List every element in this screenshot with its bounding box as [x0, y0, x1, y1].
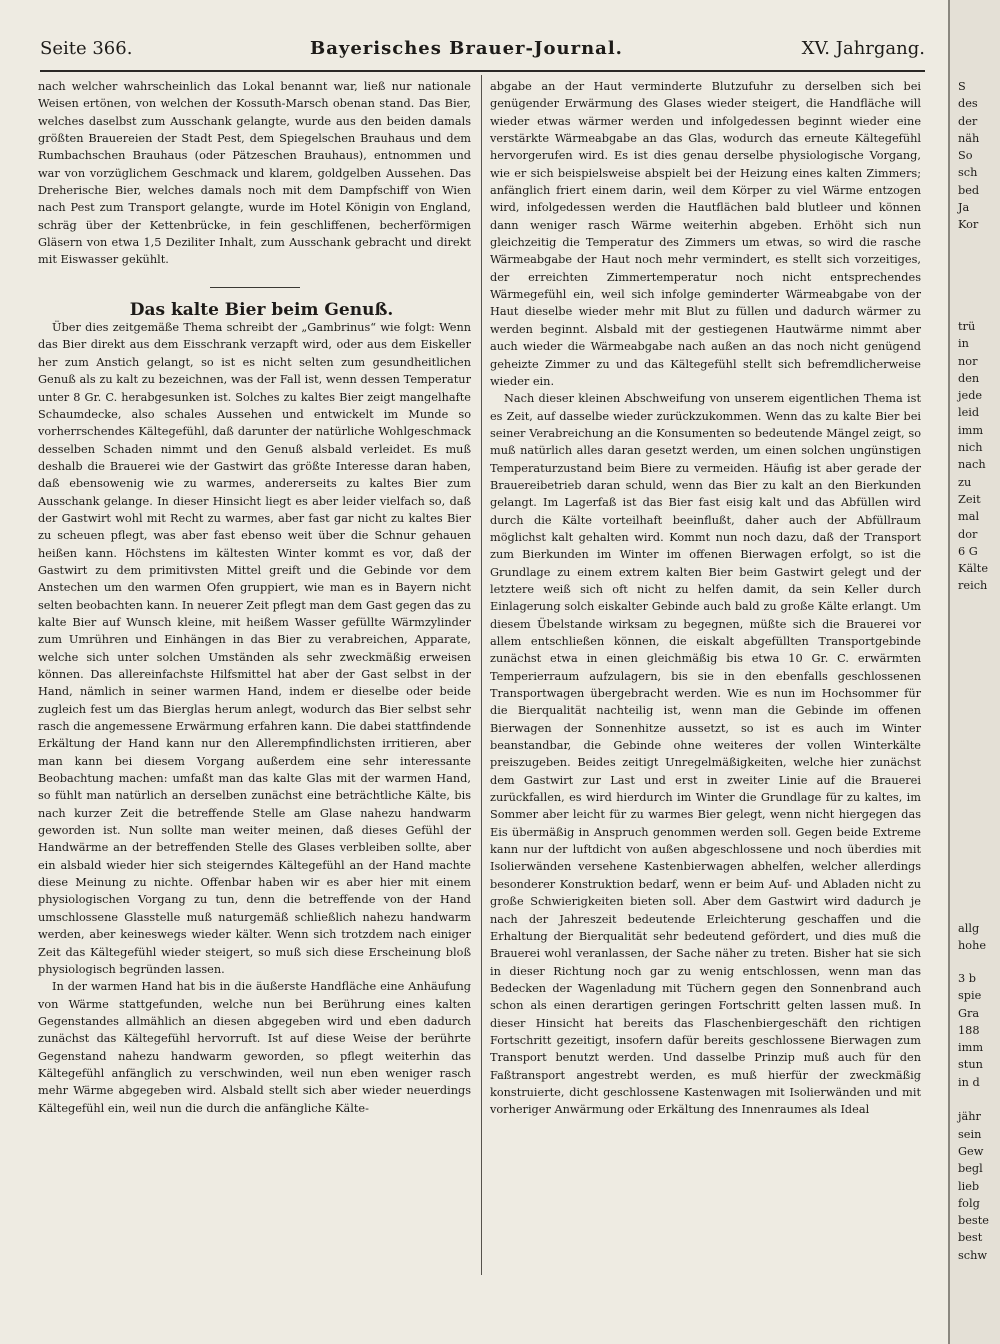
intro-paragraph: nach welcher wahrscheinlich das Lokal benannt war, ließ nur nationale Weisen ertönen, von welchen der Kossuth-Marsch obenan stand. Das Bier, welches daselbst zum Ausschank gelangte, wurde aus den beiden damals größten Brauereien der Stadt Pest, dem Spiegelschen Brauhaus und dem Rumbachschen Brauhaus (oder Pätzeschen Brauhaus), entnommen und war von vorzüglichem Geschmack und klarem, goldgelben Aussehen. Das Dreherische Bier, welches damals noch mit dem Dampfschiff von Wien nach Pest zum Transport gelangte, wurde im Hotel Königin von England, schräg über der Kettenbrücke, in fein geschliffenen, becherförmigen Gläsern von etwa 1,5 Deziliter Inhalt, zum Ausschank gebracht und direkt mit Eiswasser gekühlt.: [38, 80, 471, 267]
adjacent-page-edge: [948, 0, 1000, 1344]
article-paragraph: Nach dieser kleinen Abschweifung von unserem eigentlichen Thema ist es Zeit, auf dasselbe wieder zurückzukommen. Wenn das zu kalte Bier bei seiner Verabreichung an die Konsumenten so bedeutende Mängel zeigt, so muß natürlich alles daran gesetzt werden, um einen solchen ungünstigen Temperaturzustand beim Biere zu vermeiden. Häufig ist aber gerade der Brauereibetrieb daran schuld, wenn das Bier zu kalt an den Bierkunden gelangt. Im Lagerfaß ist das Bier fast eisig kalt und das Abfüllen wird durch die Kälte vorteilhaft beeinflußt, daher auch der Abfüllraum möglichst kalt gehalten wird. Kommt nun noch dazu, daß der Transport zum Bierkunden im Winter im offenen Bierwagen erfolgt, so ist die Grundlage zu einem extrem kalten Bier beim Gastwirt gelegt und der letztere weiß sich oft nicht zu helfen damit, da sein Keller durch Einlagerung solch eiskalter Gebinde auch bald zu große Kälte erlangt. Um diesem Übelstande wirksam zu begegnen, müßte sich die Brauerei vor allem entschließen können, die eiskalt abgefüllten Transportgebinde zunächst etwa in einen gleichmäßig bis etwa 10 Gr. C. erwärmten Temperierraum aufzulagern, bis sie in den ebenfalls geschlossenen Transportwagen übergebracht werden. Wie es nun im Hochsommer für die Bierqualität nachteilig ist, wenn man die Gebinde im offenen Bierwagen der Sonnenhitze aussetzt, so ist es auch im Winter beanstandbar, die Gebinde ohne weiteres der vollen Winterkälte preiszugeben. Beides zeitigt Unregelmäßigkeiten, welche hier zunächst dem Gastwirt zur Last und erst in zweiter Linie auf die Brauerei zurückfallen, es wird hierdurch im Winter die Grundlage für zu kaltes, im Sommer aber leicht für zu warmes Bier gelegt, wenn nicht hiergegen das Eis übermäßig in Anspruch genommen werden soll. Gegen beide Extreme kann nur der luftdicht von außen abgeschlossene und noch überdies mit Isolierwänden versehene Kastenbierwagen abhelfen, welcher allerdings besonderer Konstruktion bedarf, wenn er beim Auf- und Abladen nicht zu große Schwierigkeiten bieten soll. Aber dem Gastwirt wird dadurch je nach der Jahreszeit bedeutende Erleichterung geschaffen und die Erhaltung der Bierqualität sehr bedeutend gefördert, und dies muß die Brauerei wohl veranlassen, der Sache näher zu treten. Bisher hat sie sich in dieser Richtung noch gar zu wenig entschlossen, wenn man das Bedecken der Wagenladung mit Tüchern gegen den Sonnenbrand auch schon als einen derartigen geringen Fortschritt gelten lassen muß. In dieser Hinsicht hat bereits das Flaschenbiergeschäft den richtigen Fortschritt gezeitigt, insofern dafür bereits geschlossene Bierwagen zum Transport benutzt werden. Und dasselbe Prinzip muß auch für den Faßtransport angestrebt werden, es muß hierfür der zweckmäßig konstruierte, dicht geschlossene Kastenwagen mit Isolierwänden und mit vorheriger Anwärmung oder Erkältung des Innenraumes als Ideal: [490, 392, 921, 1117]
adjacent-text-fragment: 3 b spie Gra 188 imm stun in d jähr sein Gew begl lieb folg beste best schw: [958, 972, 989, 1262]
article-paragraph: abgabe an der Haut verminderte Blutzufuhr zu derselben sich bei genügender Erwärmung des Glases wieder steigert, die Handfläche will wieder etwas wärmer werden und infolgedessen beginnt wieder eine verstärkte Wärmeabgabe an das Glas, wodurch das erneute Kältegefühl hervorgerufen wird. Es ist dies genau derselbe physiologische Vorgang, wie er sich beispielsweise abspielt bei der Heizung eines kalten Zimmers; anfänglich friert einem darin, weil dem Körper zu viel Wärme entzogen wird, infolgedessen werden die Hautflächen bald blutleer und können dann weniger rasch Wärme weiterhin abgeben. Erhöht sich nun gleichzeitig die Temperatur des Zimmers um etwas, so wird die rasche Wärmeabgabe der Haut noch mehr vermindert, es stellt sich vorzeitiges, der erreichten Zimmertemperatur noch nicht entsprechendes Wärmegefühl ein, weil sich infolge geminderter Wärmeabgabe von der Haut dieselbe wieder mehr mit Blut zu füllen und dadurch wärmer zu werden beginnt. Alsbald mit der gestiegenen Hautwärme nimmt aber auch wieder die Wärmeabgabe nach außen an das noch nicht genügend geheizte Zimmer zu und das Kältegefühl stellt sich befremdlicherweise wieder ein.: [490, 80, 921, 388]
right-column: [490, 78, 921, 1119]
article-title: Das kalte Bier beim Genuß.: [129, 299, 394, 320]
article-paragraph: Über dies zeitgemäße Thema schreibt der „Gambrinus“ wie folgt: Wenn das Bier direkt aus dem Eisschrank verzapft wird, oder aus dem Eiskeller her zum Anstich gelangt, so ist es nicht selten zum gesundheitlichen Genuß als zu kalt zu bezeichnen, was der Fall ist, wenn dessen Temperatur unter 8 Gr. C. herabgesunken ist. Solches zu kaltes Bier zeigt mangelhafte Schaumdecke, also schales Aussehen und entwickelt im Munde so vorherrschendes Kältegefühl, daß darunter der natürliche Wohlgeschmack desselben Schaden nimmt und den Genuß alsbald verleidet. Es muß deshalb die Brauerei wie der Gastwirt das größte Interesse daran haben, daß ebensowenig wie zu warmes, andererseits zu kaltes Bier zum Ausschank gelange. In dieser Hinsicht liegt es aber leider vielfach so, daß der Gastwirt wohl mit Recht zu warmes, aber fast gar nicht zu kaltes Bier zu scheuen pflegt, was aber fast ebenso weit über die Schnur gehauen heißen kann. Höchstens im kältesten Winter kommt es vor, daß der Gastwirt zu dem primitivsten Mittel greift und die Gebinde vor dem Anstechen um den warmen Ofen gruppiert, wie man es in Bayern nicht selten beobachten kann. In neuerer Zeit pflegt man dem Gast gegen das zu kalte Bier auf Wunsch kleine, mit heißem Wasser gefüllte Wärmzylinder zum Umrühren und Einhängen in das Bier zu verabreichen, Apparate, welche sich unter solchen Umständen als sehr zweckmäßig erweisen können. Das allereinfachste Hilfsmittel hat aber der Gast selbst in der Hand, nämlich in seiner warmen Hand, indem er dieselbe oder beide zugleich fest um das Bierglas herum anlegt, wodurch das Bier selbst sehr rasch die angemessene Erwärmung erfahren kann. Die dabei stattfindende Erkältung der Hand kann nur den Allerempfindlichsten irritieren, aber man kann bei diesem Vorgang außerdem eine sehr interessante Beobachtung machen: umfaßt man das kalte Glas mit der warmen Hand, so fühlt man natürlich an derselben zunächst eine beträchtliche Kälte, bis nach kurzer Zeit die betreffende Stelle am Glase nahezu handwarm geworden ist. Nun sollte man weiter meinen, daß dieses Gefühl der Handwärme an der betreffenden Stelle des Glases verbleiben sollte, aber ein alsbald wieder hier sich steigerndes Kältegefühl an der Hand machte diese Meinung zu nichte. Offenbar haben wir es aber hier mit einem physiologischen Vorgang zu tun, denn die betreffende von der Hand umschlossene Glasstelle muß naturgemäß schließlich nahezu handwarm werden, aber keineswegs wieder kälter. Wenn sich trotzdem nach einiger Zeit das Kältegefühl wieder steigert, so muß sich diese Erscheinung bloß physiologisch begründen lassen.: [38, 321, 471, 976]
adjacent-text-fragment: trü in nor den jede leid imm nich nach zu Zeit mal dor 6 G Kälte reich: [958, 320, 989, 593]
column-divider: [481, 75, 482, 1275]
journal-title: Bayerisches Brauer-Journal.: [310, 38, 623, 59]
section-separator: [210, 287, 300, 288]
header-rule: [40, 70, 925, 72]
adjacent-text-fragment: S des der näh So sch bed Ja Kor: [958, 80, 980, 232]
adjacent-text-fragment: allg hohe: [958, 922, 987, 953]
page-number: Seite 366.: [40, 38, 133, 59]
volume-label: XV. Jahrgang.: [801, 38, 925, 59]
article-paragraph: In der warmen Hand hat bis in die äußerste Handfläche eine Anhäufung von Wärme stattgefunden, welche nun bei Berührung eines kalten Gegenstandes allmählich an diesen abgegeben wird und eben dadurch zunächst das Kältegefühl hervorruft. Ist auf diese Weise der berührte Gegenstand nahezu handwarm geworden, so pflegt weiterhin das Kältegefühl anfänglich zu verschwinden, weil nun eben weniger rasch mehr Wärme abgegeben wird. Alsbald stellt sich aber wieder neuerdings Kältegefühl ein, weil nun die durch die anfängliche Kälte-: [38, 980, 471, 1115]
left-column: [38, 78, 471, 1117]
page-header: [40, 38, 925, 68]
